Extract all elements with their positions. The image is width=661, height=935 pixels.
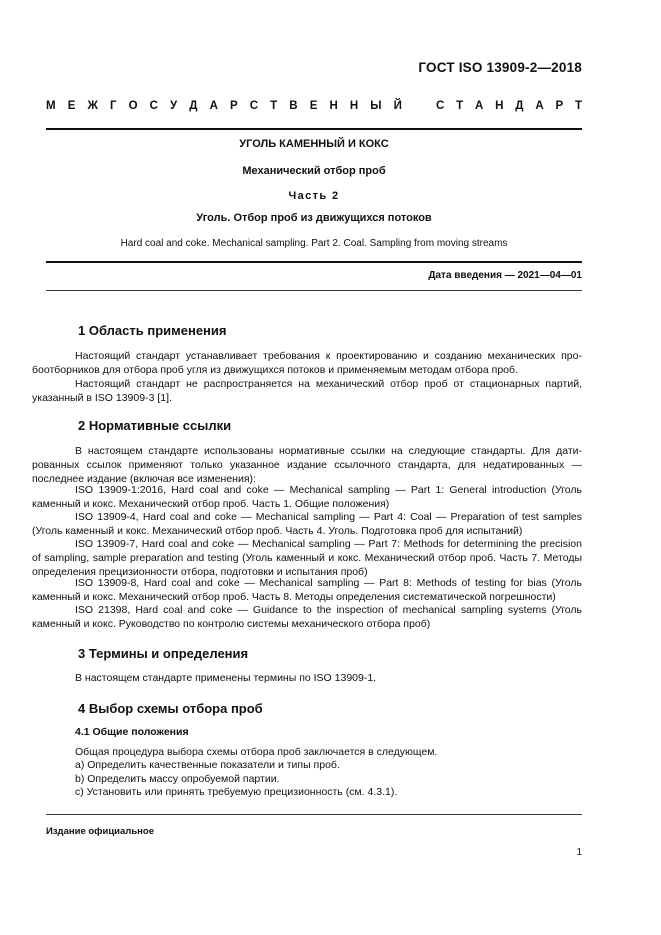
- banner-letter: Р: [229, 100, 238, 112]
- banner-letter: У: [170, 100, 178, 112]
- section-1-paragraph-1: Настоящий стандарт устанавливает требования к проектированию и созданию механических пробоотборников для отбора проб угля из движущихся потоков и применяемым методам отбора проб.: [32, 350, 582, 376]
- section-1-paragraph-2: Настоящий стандарт не распространяется на механический отбор проб от стационарных партий, указанный в ISO 13909-3 [1].: [32, 378, 582, 404]
- page-number: 1: [576, 847, 582, 858]
- banner-letter: Д: [189, 100, 198, 112]
- section-3-heading: 3 Термины и определения: [78, 646, 249, 661]
- banner-letter: Д: [515, 100, 524, 112]
- banner-letter: Т: [270, 100, 278, 112]
- banner-letter: О: [128, 100, 138, 112]
- banner-letter: А: [535, 100, 544, 112]
- document-part: Часть 2: [288, 190, 340, 202]
- banner-letter: Т: [456, 100, 464, 112]
- banner-letter: Ж: [87, 100, 98, 112]
- banner-letter: Р: [555, 100, 564, 112]
- banner-letter: Е: [67, 100, 76, 112]
- reference-item: ISO 13909-1:2016, Hard coal and coke — Mechanical sampling — Part 1: General introduction (Уголь каменный и кокс. Механический отбор проб. Часть 1. Общие положения): [32, 484, 582, 510]
- banner-letter: С: [436, 100, 445, 112]
- banner-letter: Н: [495, 100, 504, 112]
- introduction-date: Дата введения — 2021—04—01: [428, 270, 582, 281]
- banner-letter: Ы: [370, 100, 382, 112]
- banner-letter: Н: [329, 100, 338, 112]
- list-item: a) Определить качественные показатели и типы проб.: [75, 759, 340, 771]
- header-rule: [46, 128, 582, 130]
- reference-item: ISO 13909-7, Hard coal and coke — Mechanical sampling — Part 7: Methods for determining the precision of sampling, sample preparation and testing (Уголь каменный и кокс. Механический отбор проб. Часть 7. Методы определения прецизионности отбора, подготовки и испытания проб): [32, 538, 582, 578]
- date-rule: [46, 290, 582, 291]
- section-1-heading: 1 Область применения: [78, 323, 227, 338]
- banner-word-standard: [436, 100, 582, 112]
- official-edition-label: Издание официальное: [46, 826, 154, 837]
- banner-letter: Г: [109, 100, 117, 112]
- banner-letter: В: [289, 100, 298, 112]
- section-2-heading: 2 Нормативные ссылки: [78, 418, 232, 433]
- banner-letter: Н: [349, 100, 359, 112]
- document-number: ГОСТ ISO 13909-2—2018: [418, 60, 582, 75]
- reference-item: ISO 13909-4, Hard coal and coke — Mechanical sampling — Part 4: Coal — Preparation of test samples (Уголь каменный и кокс. Механический отбор проб. Часть 4. Уголь. Подготовка проб для испытаний): [32, 511, 582, 537]
- banner-letter: С: [249, 100, 259, 112]
- title-rule: [46, 261, 582, 263]
- banner-letter: Т: [574, 100, 582, 112]
- english-title: Hard coal and coke. Mechanical sampling. Part 2. Coal. Sampling from moving streams: [120, 238, 508, 249]
- standard-type-banner: [46, 100, 582, 112]
- document-part-title: Уголь. Отбор проб из движущихся потоков: [196, 212, 432, 224]
- document-title: УГОЛЬ КАМЕННЫЙ И КОКС: [239, 138, 389, 150]
- reference-item: ISO 13909-8, Hard coal and coke — Mechanical sampling — Part 8: Methods of testing for bias (Уголь каменный и кокс. Механический отбор проб. Часть 8. Методы определения систематической погрешности): [32, 577, 582, 603]
- document-subtitle: Механический отбор проб: [242, 165, 386, 177]
- section-3-paragraph-1: В настоящем стандарте применены термины по ISO 13909-1.: [75, 672, 377, 684]
- banner-letter: Й: [393, 100, 402, 112]
- section-4-paragraph-1: Общая процедура выбора схемы отбора проб заключается в следующем.: [75, 746, 438, 758]
- banner-letter: А: [475, 100, 484, 112]
- section-4-1-heading: 4.1 Общие положения: [75, 726, 189, 738]
- reference-item: ISO 21398, Hard coal and coke — Guidance to the inspection of mechanical sampling systems (Уголь каменный и кокс. Руководство по контролю системы механического отбора проб): [32, 604, 582, 630]
- banner-letter: Е: [309, 100, 318, 112]
- footer-rule: [46, 814, 582, 815]
- banner-letter: М: [46, 100, 56, 112]
- section-2-paragraph-1: В настоящем стандарте использованы нормативные ссылки на следующие стандарты. Для датированных ссылок применяют только указанное издание ссылочного стандарта, для недатированных — последнее издание (включая все изменения):: [32, 445, 582, 485]
- list-item: c) Установить или принять требуемую прецизионность (см. 4.3.1).: [75, 786, 398, 798]
- banner-letter: А: [209, 100, 218, 112]
- banner-letter: С: [149, 100, 158, 112]
- section-4-heading: 4 Выбор схемы отбора проб: [78, 701, 263, 716]
- procedure-list: [75, 759, 582, 800]
- list-item: b) Определить массу опробуемой партии.: [75, 772, 280, 785]
- banner-word-interstate: [46, 100, 402, 112]
